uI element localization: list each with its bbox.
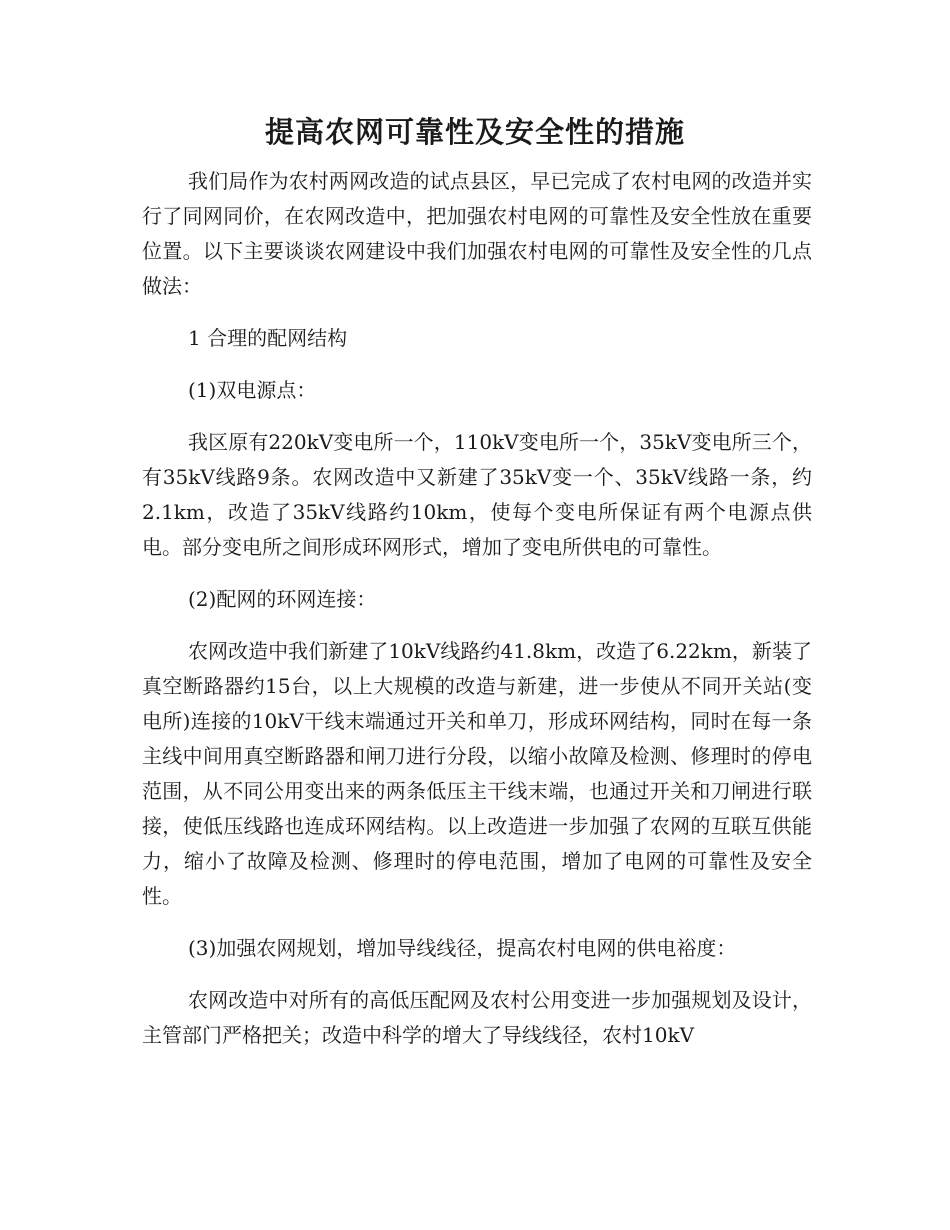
- body-paragraph: 农网改造中我们新建了10kV线路约41.8km，改造了6.22km，新装了真空断路器约15台，以上大规模的改造与新建，进一步使从不同开关站(变电所)连接的10kV干线末端通过开关和单刀，形成环网结构，同时在每一条主线中间用真空断路器和闸刀进行分段，以缩小故障及检测、修理时的停电范围，从不同公用变出来的两条低压主干线末端，也通过开关和刀闸进行联接，使低压线路也连成环网结构。以上改造进一步加强了农网的互联互供能力，缩小了故障及检测、修理时的停电范围，增加了电网的可靠性及安全性。: [142, 639, 812, 908]
- page-title: 提高农网可靠性及安全性的措施: [264, 115, 685, 149]
- body-paragraph: 我区原有220kV变电所一个，110kV变电所一个，35kV变电所三个，有35kV线路9条。农网改造中又新建了35kV变一个、35kV线路一条，约2.1km，改造了35kV线路约10km，使每个变电所保证有两个电源点供电。部分变电所之间形成环网形式，增加了变电所供电的可靠性。: [142, 430, 812, 559]
- subsection-heading: (2)配网的环网连接：: [188, 587, 377, 611]
- section-heading: 1 合理的配网结构: [188, 326, 348, 350]
- subsection-heading: (3)加强农网规划，增加导线线径，提高农村电网的供电裕度：: [188, 936, 737, 960]
- subsection-heading: (1)双电源点：: [188, 378, 317, 402]
- intro-paragraph: 我们局作为农村两网改造的试点县区，早已完成了农村电网的改造并实行了同网同价，在农网改造中，把加强农村电网的可靠性及安全性放在重要位置。以下主要谈谈农网建设中我们加强农村电网的可靠性及安全性的几点做法：: [142, 169, 812, 298]
- document-body: [142, 164, 812, 1070]
- body-paragraph: 农网改造中对所有的高低压配网及农村公用变进一步加强规划及设计，主管部门严格把关；改造中科学的增大了导线线径，农村10kV: [142, 988, 812, 1047]
